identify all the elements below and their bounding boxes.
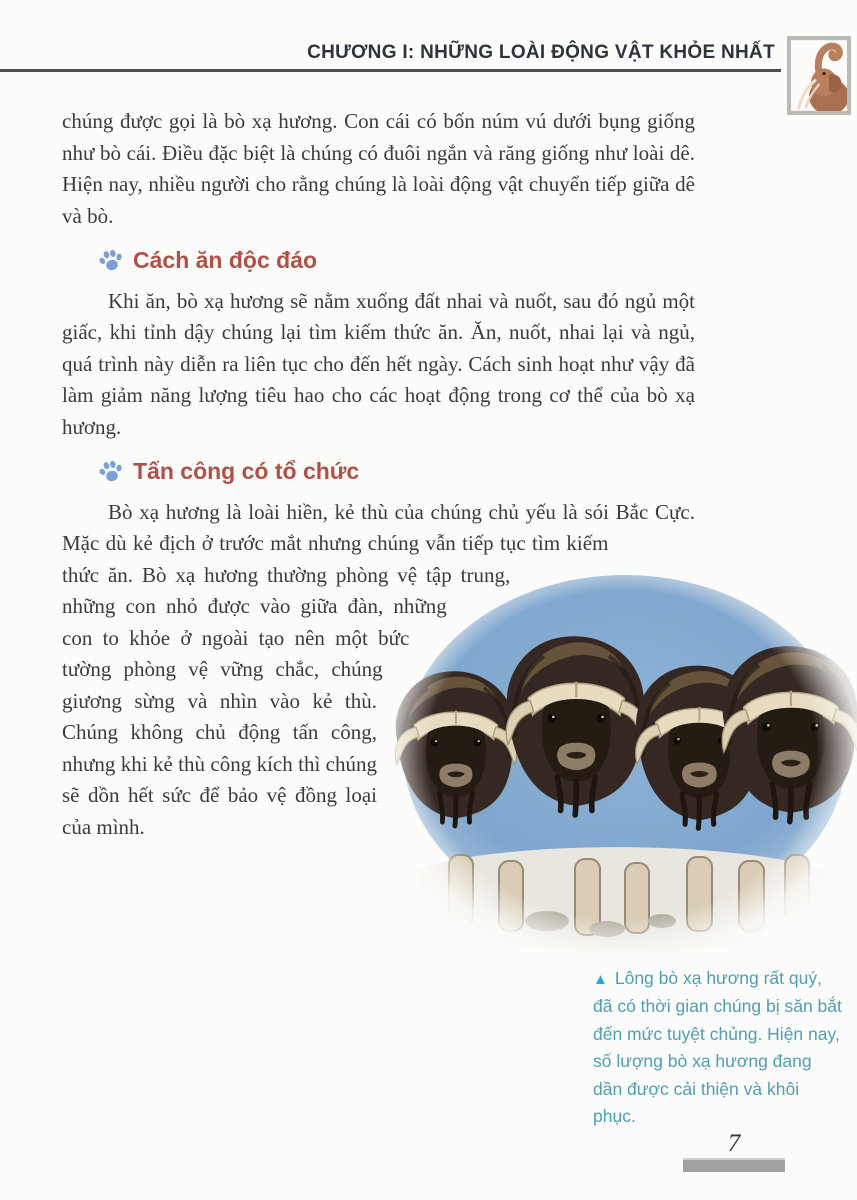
article-body: [62, 106, 842, 1131]
figure-caption-text: Lông bò xạ hương rất quý, đã có thời gian chúng bị săn bắt đến mức tuyệt chủng. Hiện nay, số lượng bò xạ hương đang dần được cải thiện và khôi phục.: [593, 967, 842, 1126]
chapter-title: CHƯƠNG I: NHỮNG LOÀI ĐỘNG VẬT KHỎE NHẤT: [307, 42, 775, 63]
paw-icon: [98, 248, 124, 274]
musk-oxen-illustration-graphic: [387, 569, 857, 965]
section-paragraph-text: Bò xạ hương là loài hiền, kẻ thù của chúng chủ yếu là sói Bắc Cực. Mặc dù kẻ địch ở trước mắt nhưng chúng vẫn tiếp tục tìm kiếm thức ăn. Bò xạ hương thường phòng vệ tập trung, những con nhỏ được vào giữa đàn, những con to khỏe ở ngoài tạo nên một bức tường phòng vệ vững chắc, chúng giương sừng và nhìn vào kẻ thù. Chúng không chủ động tấn công, nhưng khi kẻ thù công kích thì chúng sẽ dồn hết sức để bảo vệ đồng loại của mình.: [62, 499, 695, 839]
elephant-icon: [787, 36, 851, 115]
section-paragraph-eating: Khi ăn, bò xạ hương sẽ nằm xuống đất nhai và nuốt, sau đó ngủ một giấc, khi tỉnh dậy chúng lại tìm kiếm thức ăn. Ăn, nuốt, nhai lại và ngủ, quá trình này diễn ra liên tục cho đến hết ngày. Cách sinh hoạt như vậy đã làm giảm năng lượng tiêu hao cho các hoạt động trong cơ thể của bò xạ hương.: [62, 288, 695, 439]
header-divider: [0, 69, 781, 72]
section-paragraph-defense: [62, 497, 695, 844]
paw-icon: [98, 459, 124, 485]
footer-bar: [683, 1158, 785, 1172]
section-heading-label: Cách ăn độc đáo: [133, 247, 318, 273]
section-heading-defense: [98, 456, 695, 488]
elephant-icon-graphic: [791, 40, 847, 111]
section-heading-eating: [98, 245, 695, 277]
page-number: 7: [727, 1130, 741, 1157]
section-heading-label: Tấn công có tổ chức: [133, 458, 360, 484]
caption-triangle-icon: ▲: [593, 970, 608, 988]
figure-caption: [593, 965, 845, 1131]
intro-paragraph: chúng được gọi là bò xạ hương. Con cái có bốn núm vú dưới bụng giống như bò cái. Điều đặc biệt là chúng có đuôi ngắn và răng giống như loài dê. Hiện nay, nhiều người cho rằng chúng là loài động vật chuyển tiếp giữa dê và bò.: [62, 109, 695, 228]
